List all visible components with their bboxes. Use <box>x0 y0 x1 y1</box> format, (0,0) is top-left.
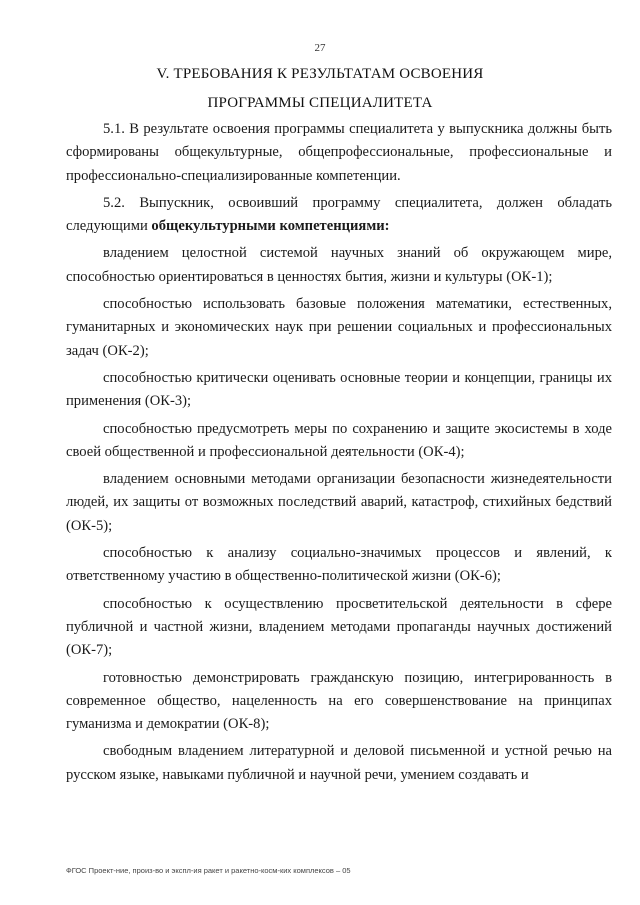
section-title-line-1: V. ТРЕБОВАНИЯ К РЕЗУЛЬТАТАМ ОСВОЕНИЯ <box>156 66 484 82</box>
competency-ok-5: владением основными методами организации безопасности жизнедеятельности людей, их защиты от возможных последствий аварий, катастроф, стихийных бедствий (ОК-5); <box>66 471 612 534</box>
paragraph-5-2-text: 5.2. Выпускник, освоивший программу специалитета, должен обладать следующими <box>66 194 612 235</box>
competency-ok-4: способностью предусмотреть меры по сохранению и защите экосистемы в ходе своей общественной и профессиональной деятельности (ОК-4); <box>66 420 612 460</box>
paragraph-5-2 <box>66 192 612 239</box>
paragraph-5-1: 5.1. В результате освоения программы специалитета у выпускника должны быть сформированы общекультурные, общепрофессиональные, профессиональные и профессионально-специализированные компетенции. <box>66 121 612 184</box>
paragraph-5-2-bold: общекультурными компетенциями: <box>151 218 390 235</box>
competency-ok-8: готовностью демонстрировать гражданскую позицию, интегрированность в современное общество, нацеленность на его совершенствование на принципах гуманизма и демократии (ОК-8); <box>66 669 612 733</box>
competency-ok-3: способностью критически оценивать основные теории и концепции, границы их применения (ОК-3); <box>66 369 612 410</box>
competency-ok-6: способностью к анализу социально-значимых процессов и явлений, к ответственному участию в общественно-политической жизни (ОК-6); <box>66 545 612 585</box>
competency-ok-7: способностью к осуществлению просветительской деятельности в сфере публичной и частной жизни, владением методами пропаганды научных достижений (ОК-7); <box>66 595 612 659</box>
document-body <box>66 118 612 791</box>
section-title-line-2: ПРОГРАММЫ СПЕЦИАЛИТЕТА <box>207 95 433 111</box>
competency-ok-1: владением целостной системой научных знаний об окружающем мире, способностью ориентироваться в ценностях бытия, жизни и культуры (ОК-1); <box>66 245 612 285</box>
footer-note: ФГОС Проект-ние, произ-во и экспл-ия ракет и ракетно-косм-ких комплексов – 05 <box>66 866 351 875</box>
competency-ok-2: способностью использовать базовые положения математики, естественных, гуманитарных и экономических наук при решении социальных и профессиональных задач (ОК-2); <box>66 296 612 359</box>
competency-ok-9-partial: свободным владением литературной и деловой письменной и устной речью на русском языке, навыками публичной и научной речи, умением создавать и <box>66 743 612 783</box>
page-number: 27 <box>314 42 326 54</box>
